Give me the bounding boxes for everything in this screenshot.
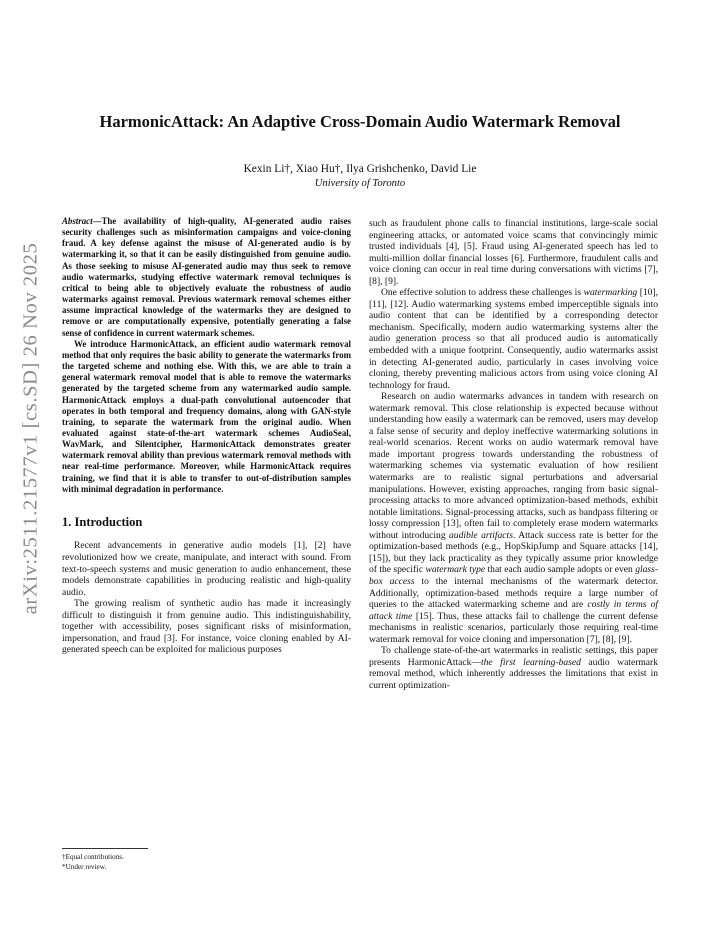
arxiv-stamp [16,242,46,614]
affiliation: University of Toronto [314,178,406,189]
footnote-equal-contributions: †Equal contributions. [62,853,124,861]
author-list: Kexin Li†, Xiao Hu†, Ilya Grishchenko, David Lie [243,163,477,175]
intro-paragraph-1: Recent advancements in generative audio models [1], [2] have revolutionized how we create, manipulate, and interact with sound. From text-to-speech systems and music generation to audio enhancement, these models demonstrate capabilities in producing realistic and high-quality audio. [62,540,351,598]
paper-title: HarmonicAttack: An Adaptive Cross-Domain Audio Watermark Removal [99,112,621,131]
footnotes [62,848,192,872]
right-paragraph-3: To challenge state-of-the-art watermarks in realistic settings, this paper presents HarmonicAttack—the first learning-based audio watermark removal method, which inherently addresses the limitations that exist in current optimization- [369,645,658,691]
section-heading-introduction: 1. Introduction [62,514,143,529]
footnote-rule [62,848,148,849]
abstract-paragraph-2: We introduce HarmonicAttack, an efficient audio watermark removal method that only requires the basic ability to generate the watermarks from the targeted scheme and nothing else. With this, we are able to train a general watermark removal model that is able to remove the watermarks generated by the targeted scheme from any watermarked audio sample. HarmonicAttack employs a dual-path convolutional autoencoder that operates in both temporal and frequency domains, along with GAN-style training, to separate the watermark from the original audio. When evaluated against state-of-the-art watermark schemes AudioSeal, WavMark, and Silentcipher, HarmonicAttack demonstrates greater watermark removal ability than previous watermark removal methods with near real-time performance. Moreover, while HarmonicAttack requires training, we find that it is able to transfer to out-of-distribution samples with minimal degradation in performance. [62,338,351,494]
abstract [62,216,351,495]
abstract-label: Abstract [62,216,93,226]
right-column [369,218,658,691]
right-paragraph-0: such as fraudulent phone calls to financial institutions, large-scale social engineering attacks, or automated voice scams that convincingly mimic trusted individuals [4], [5]. Fraud using AI-generated speech has led to multi-million dollar financial losses [6]. Furthermore, fraudulent calls and voice cloning can occur in real time during conversations with victims [7], [8], [9]. [369,218,658,287]
abstract-paragraph-1: Abstract—The availability of high-quality, AI-generated audio raises security challenges such as misinformation campaigns and voice-cloning fraud. A key defense against the misuse of AI-generated audio is by watermarking it, so that it can be easily distinguished from genuine audio. As those seeking to misuse AI-generated audio may thus seek to remove audio watermarks, studying effective watermark removal techniques is critical to being able to objectively evaluate the robustness of audio watermarks against removal. Previous watermark removal schemes either assume impractical knowledge of the watermarks they are designed to remove or are computationally expensive, potentially generating a false sense of confidence in current watermark schemes. [62,216,351,338]
arxiv-stamp-text: arXiv:2511.21577v1 [cs.SD] 26 Nov 2025 [19,242,42,614]
left-column [62,216,351,656]
intro-paragraph-2: The growing realism of synthetic audio has made it increasingly difficult to distinguish it from genuine audio. This indistinguishability, together with accessibility, poses significant risks of misinformation, impersonation, and fraud [3]. For instance, voice cloning enabled by AI-generated speech can be exploited for malicious purposes [62,598,351,656]
right-paragraph-1: One effective solution to address these challenges is watermarking [10], [11], [12]. Audio watermarking systems embed imperceptible signals into audio content that can be identified by a corresponding detector mechanism. Specifically, modern audio watermarking systems alter the audio generation process so that all produced audio is automatically embedded with a unique footprint. Consequently, audio watermarks assist in detecting AI-generated audio, particularly in cases involving voice cloning, thereby preventing malicious actors from using voice cloning AI technology for fraud. [369,287,658,391]
footnote-under-review: *Under review. [62,863,107,871]
right-paragraph-2: Research on audio watermarks advances in tandem with research on watermark removal. This close relationship is expected because without understanding how easily a watermark can be removed, users may develop a false sense of security and deploy ineffective watermarking solutions in real-world scenarios. Recent works on audio watermark removal have made important progress towards understanding the robustness of watermarking schemes via systematic evaluation of how resilient watermarks are to realistic signal perturbations and adversarial manipulations. However, existing approaches, ranging from basic signal-processing attacks to more advanced optimization-based methods, exhibit notable limitations. Signal-processing attacks, such as bandpass filtering or lossy compression [13], often fail to completely erase modern watermarks without introducing audible artifacts. Attack success rate is better for the optimization-based methods (e.g., HopSkipJump and Square attacks [14], [15]), but they lack practicality as they typically assume prior knowledge of the specific watermark type that each audio sample adopts or even glass-box access to the internal mechanisms of the watermark detector. Additionally, optimization-based methods require a large number of queries to the attacked watermarking scheme and are costly in terms of attack time [15]. Thus, these attacks fail to challenge the current defense mechanisms in realistic scenarios, particularly those requiring real-time watermark removal for voice cloning and impersonation [7], [8], [9]. [369,391,658,645]
